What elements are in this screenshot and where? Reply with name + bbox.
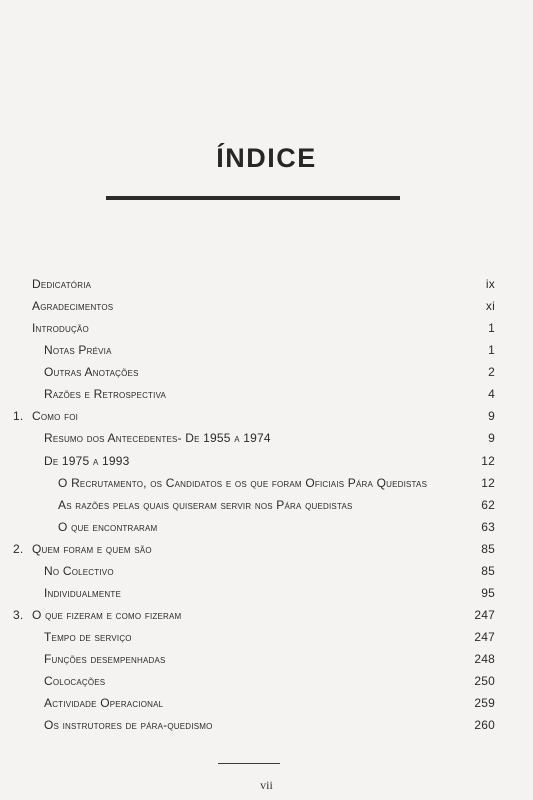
toc-entry-label: Outras Anotações xyxy=(44,365,139,379)
page-title: ÍNDICE xyxy=(216,143,317,173)
toc-entry-label: Agradecimentos xyxy=(32,299,114,313)
toc-entry-razoes-servir xyxy=(0,495,533,515)
toc-entry-page: 85 xyxy=(481,542,495,556)
toc-entry-chapter-1 xyxy=(0,406,533,426)
toc-entry-notas-previa xyxy=(0,340,533,360)
toc-entry-page: ix xyxy=(485,277,495,291)
toc-entry-page: 95 xyxy=(481,586,495,600)
toc-entry-number: 2. xyxy=(13,542,24,556)
toc-entry-label: O que fizeram e como fizeram xyxy=(32,608,182,622)
toc-entry-page: 259 xyxy=(474,696,495,710)
toc-entry-page: 250 xyxy=(474,674,495,688)
toc-entry-page: 62 xyxy=(481,498,495,512)
toc-entry-page: 1 xyxy=(488,321,495,335)
toc-entry-number: 3. xyxy=(13,608,24,622)
toc-entry-chapter-2 xyxy=(0,539,533,559)
toc-entry-label: Resumo dos Antecedentes- De 1955 a 1974 xyxy=(44,431,271,445)
toc-entry-label: Como foi xyxy=(32,409,79,423)
toc-entry-label: Tempo de serviço xyxy=(44,630,132,644)
toc-entry-agradecimentos xyxy=(0,296,533,316)
toc-entry-page: xi xyxy=(485,299,495,313)
toc-entry-label: Introdução xyxy=(32,321,89,335)
toc-entry-page: 4 xyxy=(488,387,495,401)
toc-entry-page: 260 xyxy=(474,718,495,732)
toc-entry-tempo-servico xyxy=(0,627,533,647)
toc-entry-page: 2 xyxy=(488,365,495,379)
toc-entry-page: 12 xyxy=(481,476,495,490)
footer-rule xyxy=(218,763,280,764)
toc-entry-label: Notas Prévia xyxy=(44,343,112,357)
toc-entry-page: 85 xyxy=(481,564,495,578)
toc-entry-razoes xyxy=(0,384,533,404)
toc-entry-colocacoes xyxy=(0,671,533,691)
toc-entry-label: Individualmente xyxy=(44,586,122,600)
toc-entry-page: 12 xyxy=(481,454,495,468)
toc-entry-actividade xyxy=(0,693,533,713)
toc-entry-resumo xyxy=(0,428,533,448)
toc-entry-recrutamento xyxy=(0,473,533,493)
toc-entry-page: 247 xyxy=(474,630,495,644)
toc-entry-o-que-encontraram xyxy=(0,517,533,537)
toc-entry-label: Actividade Operacional xyxy=(44,696,164,710)
page-number: vii xyxy=(260,778,273,792)
toc-entry-individualmente xyxy=(0,583,533,603)
toc-entry-label: Os instrutores de pára-quedismo xyxy=(44,718,213,732)
toc-entry-label: Razões e Retrospectiva xyxy=(44,387,167,401)
title-rule xyxy=(106,196,400,200)
toc-entry-dedicatoria xyxy=(0,274,533,294)
toc-entry-label: No Colectivo xyxy=(44,564,114,578)
toc-entry-1975-1993 xyxy=(0,451,533,471)
toc-entry-label: Dedicatória xyxy=(32,277,92,291)
toc-entry-label: De 1975 a 1993 xyxy=(44,454,130,468)
toc-entry-page: 247 xyxy=(474,608,495,622)
toc-entry-label: Colocações xyxy=(44,674,106,688)
toc-entry-page: 1 xyxy=(488,343,495,357)
toc-entry-number: 1. xyxy=(13,409,24,423)
toc-entry-introducao xyxy=(0,318,533,338)
toc-entry-label: Funções desempenhadas xyxy=(44,652,166,666)
toc-entry-funcoes xyxy=(0,649,533,669)
toc-entry-page: 9 xyxy=(488,409,495,423)
toc-entry-page: 248 xyxy=(474,652,495,666)
toc-entry-outras-anotacoes xyxy=(0,362,533,382)
toc-entry-label: O que encontraram xyxy=(58,520,158,534)
toc-entry-chapter-3 xyxy=(0,605,533,625)
toc-entry-label: Quem foram e quem são xyxy=(32,542,152,556)
toc-entry-colectivo xyxy=(0,561,533,581)
toc-entry-label: As razões pelas quais quiseram servir nos Pára quedistas xyxy=(58,498,353,512)
toc-entry-instrutores xyxy=(0,715,533,735)
toc-entry-page: 9 xyxy=(488,431,495,445)
toc-entry-page: 63 xyxy=(481,520,495,534)
toc-entry-label: O Recrutamento, os Candidatos e os que foram Oficiais Pára Quedistas xyxy=(58,476,428,490)
